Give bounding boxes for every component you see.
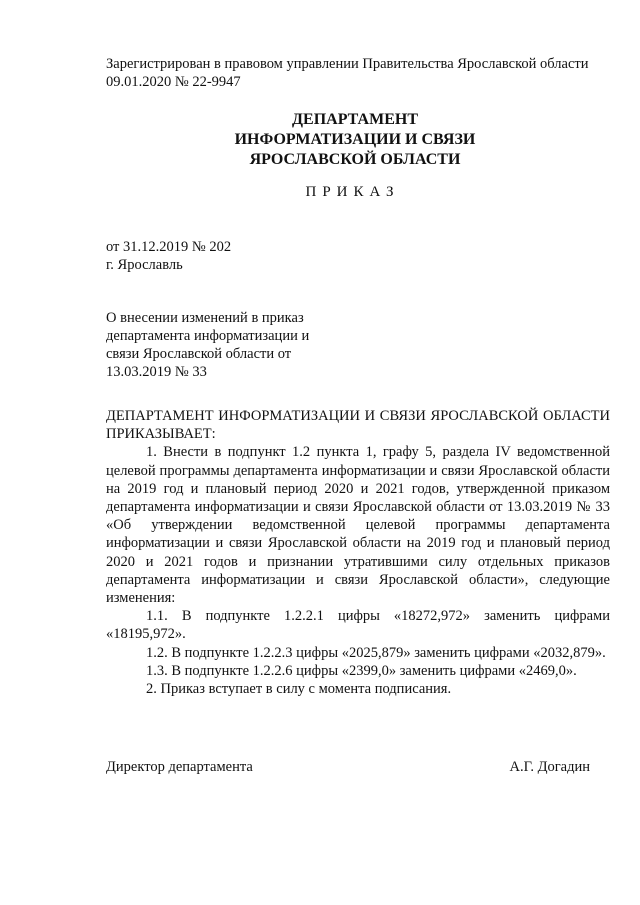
department-title-line-2: ИНФОРМАТИЗАЦИИ И СВЯЗИ <box>234 131 476 148</box>
order-item-1-2: 1.2. В подпункте 1.2.2.3 цифры «2025,879» заменить цифрами «2032,879». <box>146 644 606 661</box>
department-title <box>0 110 640 170</box>
order-item-2: 2. Приказ вступает в силу с момента подписания. <box>146 681 452 698</box>
registration-line-2: 09.01.2020 № 22-9947 <box>106 74 241 90</box>
order-item-1: 1. Внести в подпункт 1.2 пункта 1, графу 5, раздела IV ведомственной целевой программы департамента информатизации и связи Ярославской области на 2019 год и плановый период 2020 и 2021 годов, утвержденной приказом департамента информатизации и связи Ярославской области от 13.03.2019 № 33 «Об утверждении ведомственной целевой программы департамента информатизации и связи Ярославской области на 2019 год и плановый период 2020 и 2021 годов и признании утратившими силу отдельных приказов департамента информатизации и связи Ярославской области», следующие изменения: <box>106 444 610 607</box>
registration-note <box>106 55 626 91</box>
subject-line-4: 13.03.2019 № 33 <box>106 364 207 380</box>
date-block <box>106 238 231 274</box>
order-preamble: ДЕПАРТАМЕНТ ИНФОРМАТИЗАЦИИ И СВЯЗИ ЯРОСЛАВСКОЙ ОБЛАСТИ ПРИКАЗЫВАЕТ: <box>106 408 610 443</box>
subject-line-3: связи Ярославской области от <box>106 346 292 362</box>
order-city: г. Ярославль <box>106 257 183 273</box>
department-title-line-3: ЯРОСЛАВСКОЙ ОБЛАСТИ <box>249 151 461 168</box>
signatory-position: Директор департамента <box>106 759 253 775</box>
signatory-name: А.Г. Догадин <box>509 759 590 775</box>
order-body <box>106 407 610 698</box>
subject-line-2: департамента информатизации и <box>106 328 310 344</box>
signature-block <box>106 758 590 776</box>
subject-line-1: О внесении изменений в приказ <box>106 310 304 326</box>
order-item-1-1: 1.1. В подпункте 1.2.2.1 цифры «18272,972» заменить цифрами «18195,972». <box>106 608 610 643</box>
department-title-line-1: ДЕПАРТАМЕНТ <box>292 111 418 128</box>
document-type: ПРИКАЗ <box>305 184 400 200</box>
order-date-number: от 31.12.2019 № 202 <box>106 239 232 255</box>
order-item-1-3: 1.3. В подпункте 1.2.2.6 цифры «2399,0» заменить цифрами «2469,0». <box>146 662 577 679</box>
registration-line-1: Зарегистрирован в правовом управлении Правительства Ярославской области <box>106 56 589 72</box>
order-subject <box>106 309 366 381</box>
